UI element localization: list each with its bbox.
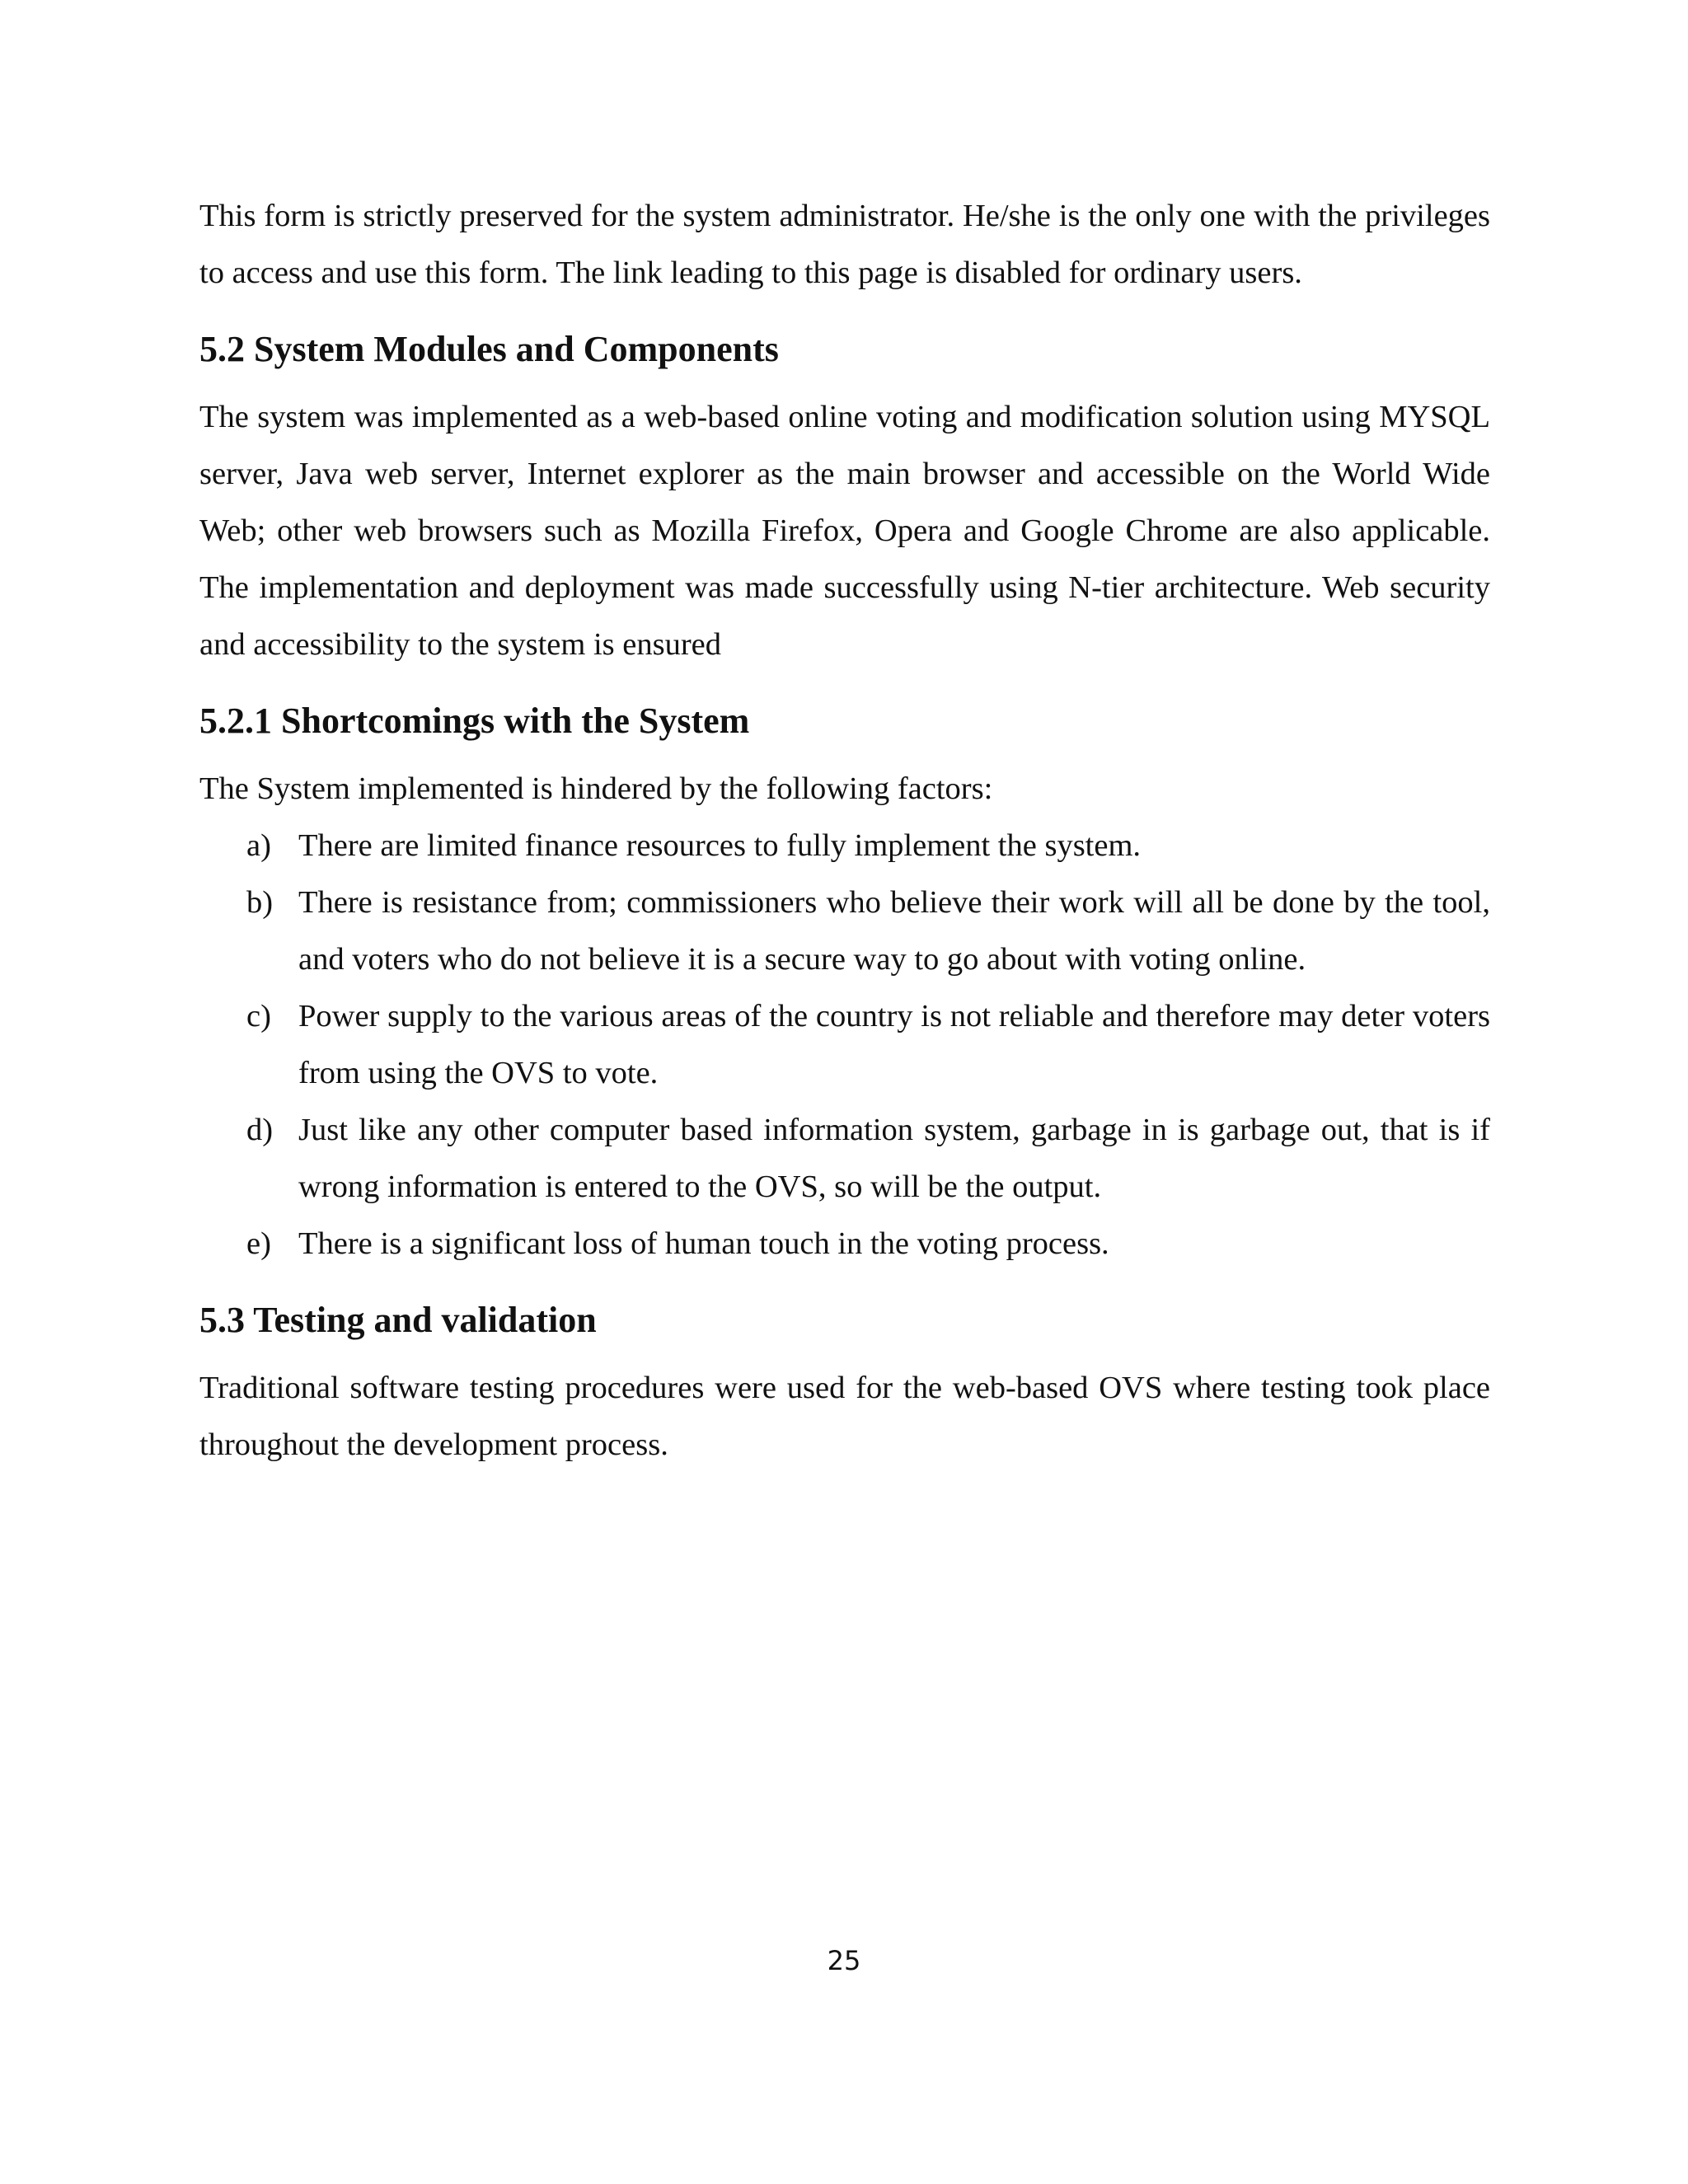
section-5-2-heading: 5.2 System Modules and Components xyxy=(199,329,779,369)
list-item-text: There is resistance from; commissioners who believe their work will all be done by the tool, and voters who do not believe it is a secure way to go about with voting online. xyxy=(298,885,1490,977)
list-marker: e) xyxy=(246,1226,271,1261)
list-item xyxy=(199,1102,1490,1216)
shortcomings-intro: The System implemented is hindered by the following factors: xyxy=(199,771,993,806)
intro-paragraph: This form is strictly preserved for the system administrator. He/she is the only one with the privileges to access and use this form. The link leading to this page is disabled for ordinary users. xyxy=(199,199,1490,290)
section-5-3-heading: 5.3 Testing and validation xyxy=(199,1300,597,1340)
section-5-3-paragraph: Traditional software testing procedures were used for the web-based OVS where testing took place throughout the development process. xyxy=(199,1371,1490,1462)
list-item-text: Just like any other computer based information system, garbage in is garbage out, that is if wrong information is entered to the OVS, so will be the output. xyxy=(298,1113,1490,1204)
list-marker: c) xyxy=(246,999,271,1033)
document-page xyxy=(199,188,1490,1474)
page-number: 25 xyxy=(827,1945,861,1976)
section-5-2-1-heading: 5.2.1 Shortcomings with the System xyxy=(199,701,750,741)
list-item xyxy=(199,988,1490,1102)
section-5-2-paragraph: The system was implemented as a web-based online voting and modification solution using MYSQL server, Java web server, Internet explorer as the main browser and accessible on the World Wide Web; other web browsers such as Mozilla Firefox, Opera and Google Chrome are also applicable. The implementation and deployment was made successfully using N-tier architecture. Web security and accessibility to the system is ensured xyxy=(199,400,1490,662)
list-marker: a) xyxy=(246,828,271,863)
list-marker: b) xyxy=(246,885,274,920)
list-marker: d) xyxy=(246,1113,274,1147)
list-item xyxy=(199,1216,1490,1272)
list-item-text: Power supply to the various areas of the country is not reliable and therefore may deter voters from using the OVS to vote. xyxy=(298,999,1490,1090)
list-item xyxy=(199,874,1490,988)
list-item-text: There is a significant loss of human touch in the voting process. xyxy=(298,1226,1109,1261)
list-item-text: There are limited finance resources to fully implement the system. xyxy=(298,828,1142,863)
shortcomings-list xyxy=(199,818,1490,1272)
list-item xyxy=(199,818,1490,874)
